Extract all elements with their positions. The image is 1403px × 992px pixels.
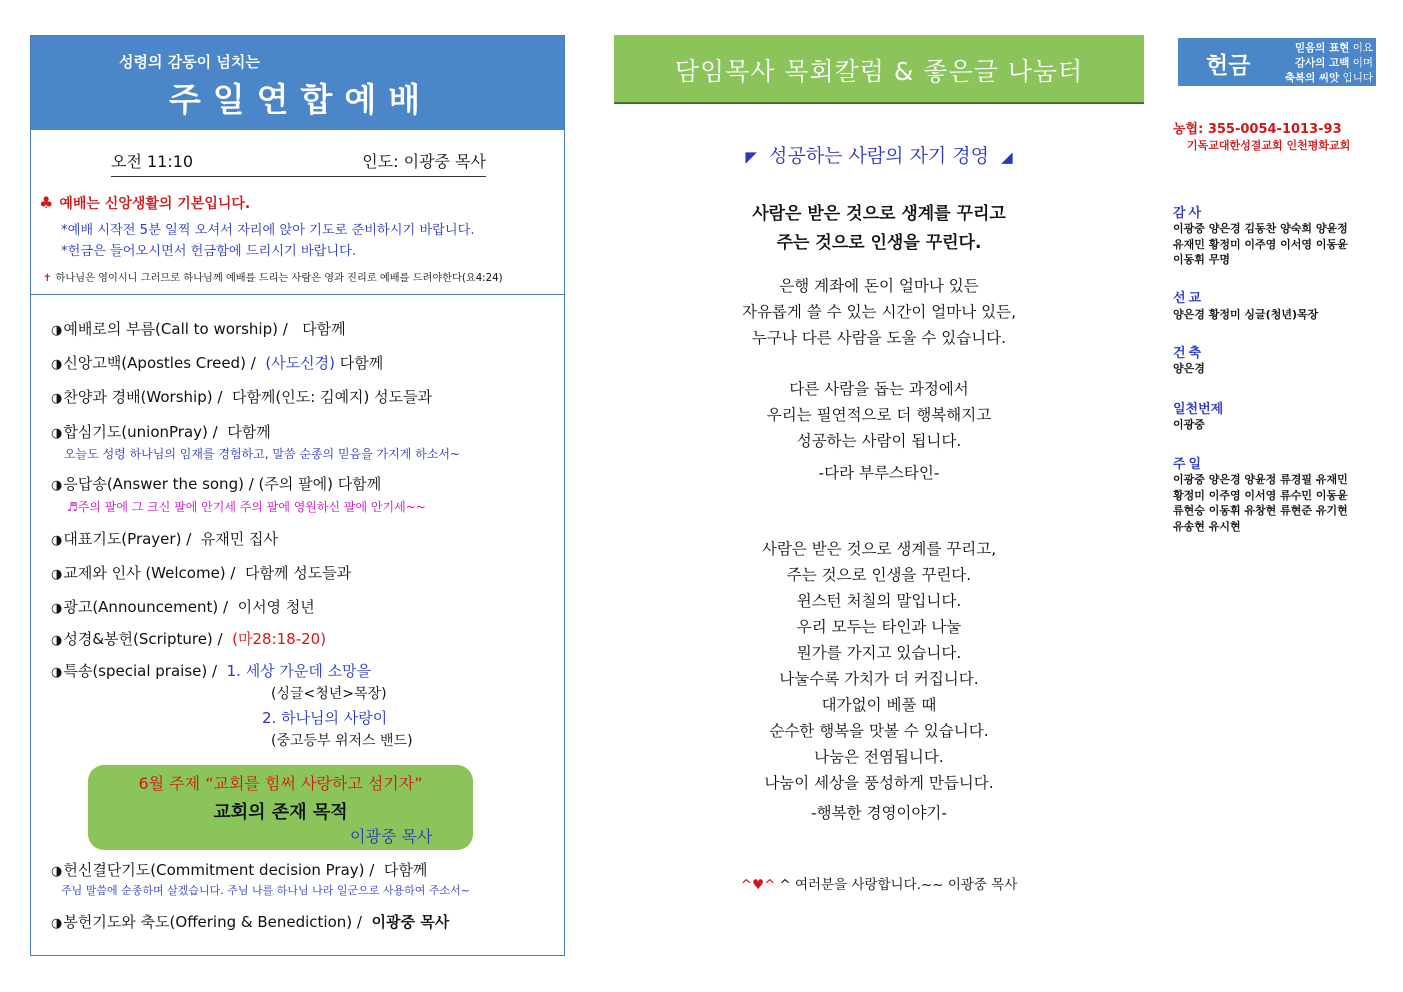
order-item-commitment: ◑헌신결단기도(Commitment decision Pray) / 다함께 — [51, 861, 428, 879]
time-leader-row — [111, 149, 486, 177]
column-header — [614, 35, 1144, 102]
donor-names: 이광중 양은경 양윤정 류경필 유재민 황정미 이주영 이서영 류수민 이동윤 류현승 이동휘 유창현 류현준 유기현 유송현 유시현 — [1173, 473, 1348, 533]
half-circle-icon: ◑ — [51, 665, 63, 680]
club-icon: ♣ — [39, 193, 54, 212]
donor-names: 양은경 황정미 싱글(청년)목장 — [1173, 308, 1319, 321]
heart-icon: ♥ — [751, 877, 765, 893]
half-circle-icon: ◑ — [51, 916, 63, 931]
order-item-worship: ◑찬양과 경배(Worship) / 다함께(인도: 김예지) 성도들과 — [51, 388, 433, 406]
notice-title-text: 예배는 신앙생활의 기본입니다. — [59, 196, 251, 212]
order-item-creed: ◑신앙고백(Apostles Creed) / (사도신경) 다함께 — [51, 354, 384, 372]
column-text-line: 은행 계좌에 돈이 얼마나 있든 — [779, 277, 979, 295]
verse-text: 하나님은 영이시니 그러므로 하나님께 예배를 드리는 사람은 영과 진리로 예배를 드려야한다(요4:24) — [55, 273, 503, 284]
service-leader: 인도: 이광중 목사 — [362, 152, 486, 171]
column-text-line: 우리 모두는 타인과 나눌 — [796, 618, 962, 636]
offering-desc-line: 감사의 고백 이며 — [1295, 57, 1373, 69]
bank-account: 농협: 355-0054-1013-93 — [1173, 122, 1342, 137]
column-text-line: 주는 것으로 인생을 꾸린다. — [786, 566, 972, 584]
union-prayer-note: 오늘도 성령 하나님의 임재를 경험하고, 말씀 순종의 믿음을 가지게 하소서~ — [64, 447, 460, 461]
notice-line: *헌금은 들어오시면서 헌금함에 드리시기 바랍니다. — [61, 244, 357, 259]
offering-header — [1178, 38, 1376, 86]
category-thanks: 감사 — [1173, 206, 1205, 221]
order-item-welcome: ◑교제와 인사 (Welcome) / 다함께 성도들과 — [51, 564, 352, 582]
column-text-line: 나눔이 세상을 풍성하게 만듭니다. — [764, 774, 994, 792]
offering-title: 헌금 — [1206, 53, 1251, 79]
account-holder: 기독교대한성결교회 인천평화교회 — [1187, 139, 1351, 152]
column-source: -다라 부루스타인- — [818, 464, 940, 482]
half-circle-icon: ◑ — [51, 323, 63, 338]
column-text-line: 성공하는 사람이 됩니다. — [796, 432, 962, 450]
order-item-answer-song: ◑응답송(Answer the song) / (주의 팔에) 다함께 — [51, 475, 382, 493]
theme-line: 6월 주제 “교회를 힘써 사랑하고 섬기자” — [138, 774, 423, 793]
half-circle-icon: ◑ — [51, 426, 63, 441]
worship-order-panel — [30, 35, 565, 956]
category-sunday: 주일 — [1173, 457, 1205, 472]
half-circle-icon: ◑ — [51, 357, 63, 372]
half-circle-icon: ◑ — [51, 864, 63, 879]
column-header-rule — [614, 103, 1144, 104]
order-item-announcement: ◑광고(Announcement) / 이서영 청년 — [51, 598, 315, 616]
half-circle-icon: ◑ — [51, 478, 63, 493]
triangle-left-icon: ◤ — [745, 148, 757, 166]
commitment-note: 주님 말씀에 순종하며 살겠습니다. 주님 나를 하나님 나라 일군으로 사용하여 주소서~ — [61, 884, 470, 897]
monthly-theme-box — [88, 765, 473, 850]
order-item-prayer: ◑대표기도(Prayer) / 유재민 집사 — [51, 530, 279, 548]
half-circle-icon: ◑ — [51, 601, 63, 616]
column-text-line: 순수한 행복을 맛볼 수 있습니다. — [769, 722, 989, 740]
order-item-call: ◑예배로의 부름(Call to worship) / 다함께 — [51, 320, 346, 338]
category-thousand: 일천번제 — [1173, 402, 1224, 417]
column-text-line: 누구나 다른 사람을 도울 수 있습니다. — [751, 329, 1007, 347]
special-praise-2-sub: (중고등부 위저스 밴드) — [271, 733, 413, 749]
theme-title: 교회의 존재 목적 — [213, 802, 348, 823]
column-text-line: 자유롭게 쓸 수 있는 시간이 얼마나 있든, — [741, 303, 1017, 321]
love-message: ^♥^ ^ 여러분을 사랑합니다.~~ 이광중 목사 — [740, 877, 1018, 893]
column-text-line: 다른 사람을 돕는 과정에서 — [789, 380, 969, 398]
cross-icon: ✝ — [43, 273, 52, 284]
donor-names: 양은경 — [1173, 362, 1205, 375]
column-source: -행복한 경영이야기- — [811, 804, 947, 822]
column-text-line: 우리는 필연적으로 더 행복해지고 — [766, 406, 992, 424]
column-text-line: 나눔은 전염됩니다. — [814, 748, 944, 766]
order-item-special-praise: ◑특송(special praise) / 1. 세상 가운데 소망을 — [51, 662, 372, 680]
column-text-line: 윈스턴 처칠의 말입니다. — [796, 592, 962, 610]
category-building: 건축 — [1173, 346, 1205, 361]
category-mission: 선교 — [1173, 291, 1205, 306]
half-circle-icon: ◑ — [51, 633, 63, 648]
worship-header-subtitle: 성령의 감동이 넘치는 — [119, 53, 260, 71]
special-praise-2: 2. 하나님의 사랑이 — [262, 709, 388, 727]
column-subtitle — [614, 141, 1144, 168]
worship-header-title: 주일연합예배 — [168, 80, 433, 119]
donor-names: 이광중 양은경 김동찬 양숙희 양윤정 유재민 황정미 이주영 이서영 이동윤 이동휘 무명 — [1173, 222, 1348, 266]
offering-desc-line: 믿음의 표현 이요 — [1295, 42, 1373, 54]
notice-line: *예배 시작전 5분 일찍 오셔서 자리에 앉아 기도로 준비하시기 바랍니다. — [61, 223, 475, 238]
column-lead-line: 주는 것으로 인생을 꾸린다. — [776, 233, 982, 253]
answer-song-note: ♬주의 팔에 그 크신 팔에 안기세 주의 팔에 영원하신 팔에 안기세~~ — [67, 500, 426, 514]
section-divider — [31, 294, 564, 295]
scripture-verse — [43, 269, 503, 284]
column-text-line: 나눌수록 가치가 더 커집니다. — [779, 670, 979, 688]
column-text-line: 사람은 받은 것으로 생계를 꾸리고, — [761, 540, 997, 558]
order-item-benediction: ◑봉헌기도와 축도(Offering & Benediction) / 이광중 목사 — [51, 913, 450, 931]
special-praise-1-sub: (싱글<청년>목장) — [271, 686, 387, 702]
notice-title — [39, 193, 250, 213]
triangle-right-icon: ◢ — [1001, 148, 1013, 166]
column-subtitle-text: 성공하는 사람의 자기 경영 — [768, 145, 989, 167]
order-item-scripture: ◑성경&봉헌(Scripture) / (마28:18-20) — [51, 630, 327, 648]
donor-names: 이광중 — [1173, 418, 1205, 431]
order-item-union-prayer: ◑합심기도(unionPray) / 다함께 — [51, 423, 271, 441]
half-circle-icon: ◑ — [51, 391, 63, 406]
column-lead-line: 사람은 받은 것으로 생계를 꾸리고 — [752, 204, 1006, 224]
column-text-line: 뭔가를 가지고 있습니다. — [796, 644, 962, 662]
offering-desc-line: 축복의 씨앗 입니다 — [1284, 72, 1373, 84]
column-header-title: 담임목사 목회칼럼 & 좋은글 나눔터 — [674, 57, 1084, 86]
half-circle-icon: ◑ — [51, 533, 63, 548]
half-circle-icon: ◑ — [51, 567, 63, 582]
theme-author: 이광중 목사 — [350, 827, 433, 846]
column-text-line: 대가없이 베풀 때 — [821, 696, 937, 714]
service-time: 오전 11:10 — [111, 152, 194, 171]
worship-header — [31, 36, 564, 130]
